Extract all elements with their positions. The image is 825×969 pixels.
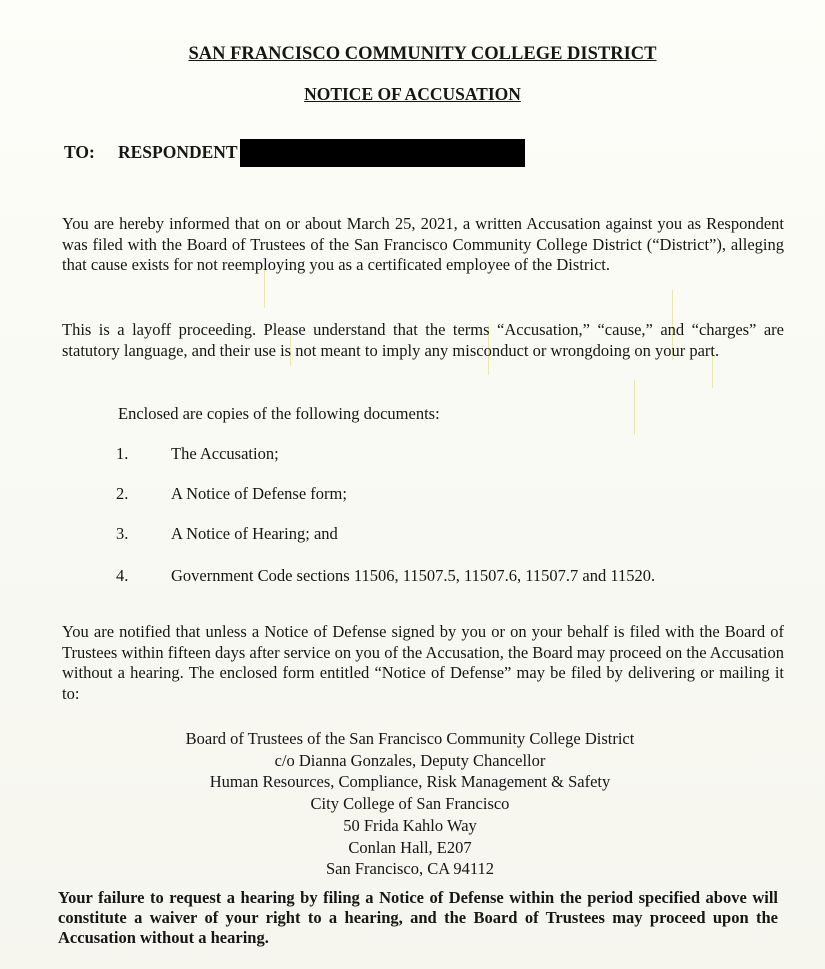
mailing-address — [60, 728, 760, 880]
list-number: 4. — [116, 566, 129, 585]
list-text: The Accusation; — [171, 444, 279, 463]
layoff-paragraph: This is a layoff proceeding. Please understand that the terms “Accusation,” “cause,” and “charges” are statutory language, and their use is not meant to imply any misconduct or wrongdoing on your part. — [62, 320, 784, 360]
to-line — [64, 138, 525, 166]
enclosed-intro: Enclosed are copies of the following documents: — [118, 404, 440, 423]
address-line: City College of San Francisco — [310, 794, 510, 814]
to-label: TO: — [64, 141, 95, 162]
address-line: Human Resources, Compliance, Risk Management & Safety — [209, 772, 611, 792]
list-item — [116, 484, 347, 504]
highlighter-streak — [634, 380, 635, 435]
accusation-paragraph: You are hereby informed that on or about March 25, 2021, a written Accusation against you as Respondent was filed with the Board of Trustees of the San Francisco Community College District (“District”), alleging that cause exists for not reemploying you as a certificated employee of the District. — [62, 214, 784, 274]
recipient-label: RESPONDENT — [118, 141, 238, 162]
address-line: Board of Trustees of the San Francisco Community College District — [185, 729, 635, 748]
list-text: A Notice of Hearing; and — [171, 524, 338, 543]
notice-title: NOTICE OF ACCUSATION — [304, 84, 521, 104]
list-item — [116, 524, 338, 544]
address-line: 50 Frida Kahlo Way — [343, 815, 477, 835]
list-item — [116, 566, 655, 586]
redaction-bar — [240, 139, 525, 167]
waiver-warning: Your failure to request a hearing by filing a Notice of Defense within the period specified above will constitute a waiver of your right to a hearing, and the Board of Trustees may proceed upon the Accusation without a hearing. — [58, 888, 778, 947]
list-item — [116, 444, 279, 464]
address-line: Conlan Hall, E207 — [348, 837, 472, 857]
address-line: San Francisco, CA 94112 — [325, 859, 495, 879]
address-line: c/o Dianna Gonzales, Deputy Chancellor — [274, 750, 546, 770]
notice-of-defense-paragraph: You are notified that unless a Notice of Defense signed by you or on your behalf is filed with the Board of Trustees within fifteen days after service on you of the Accusation, the Board may proceed on the Accusation without a hearing. The enclosed form entitled “Notice of Defense” may be filed by delivering or mailing it to: — [62, 622, 784, 703]
list-number: 2. — [116, 484, 129, 503]
list-number: 1. — [116, 444, 129, 463]
list-text: Government Code sections 11506, 11507.5, 11507.6, 11507.7 and 11520. — [171, 566, 656, 585]
list-text: A Notice of Defense form; — [171, 484, 347, 503]
district-heading: SAN FRANCISCO COMMUNITY COLLEGE DISTRICT — [188, 44, 657, 64]
list-number: 3. — [116, 524, 129, 543]
